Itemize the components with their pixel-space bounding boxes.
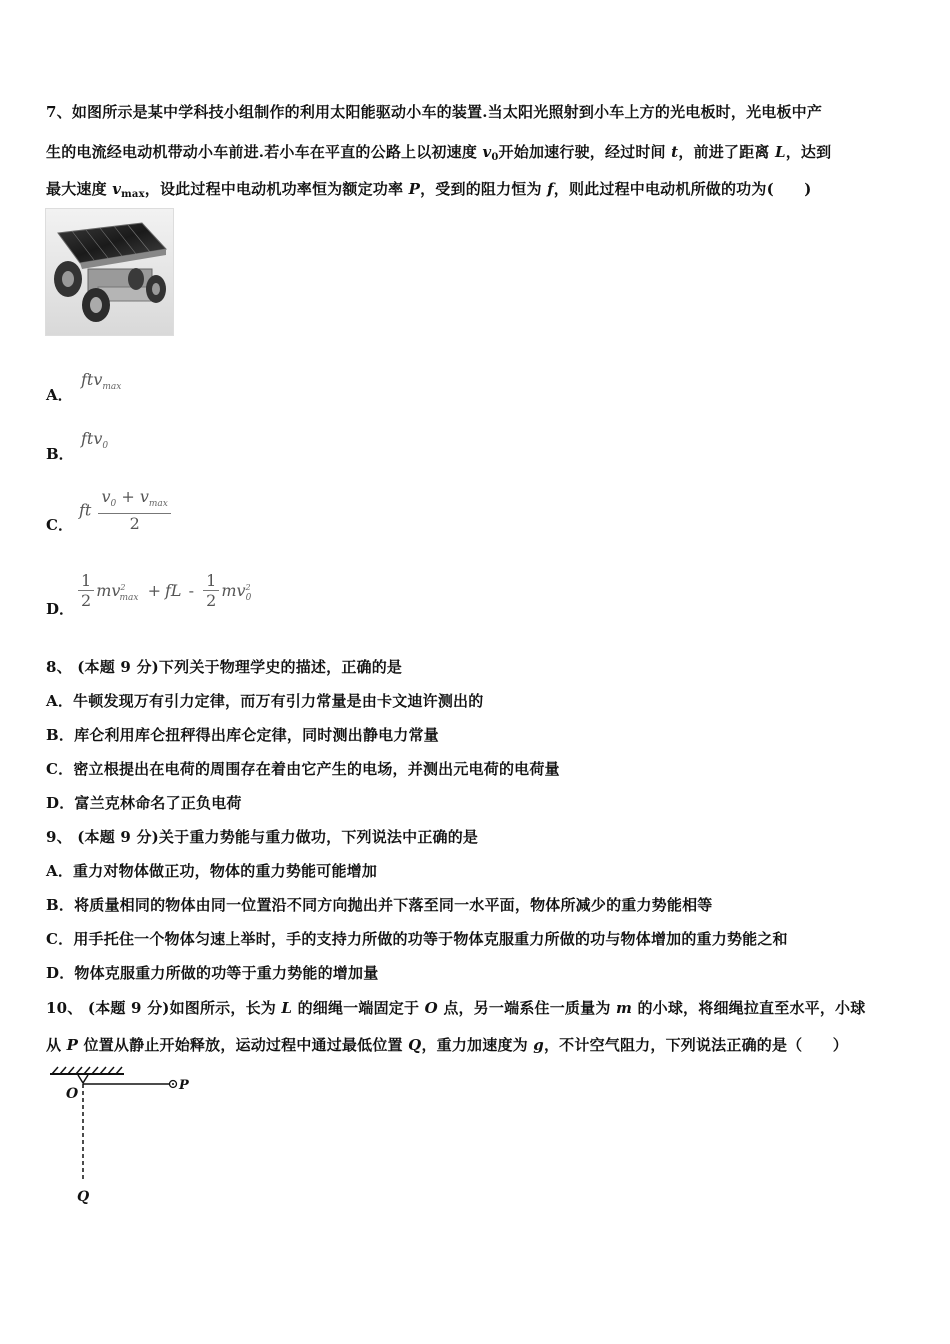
q7-option-b-formula: ftv$_0$ xyxy=(81,429,109,451)
q9-option-c: C．用手托住一个物体匀速上举时，手的支持力所做的功等于物体克服重力所做的功与物体增加的重力势能之和 xyxy=(46,930,788,948)
q10-stem-line1: 10、 (本题 9 分)如图所示，长为 L 的细绳一端固定于 O 点，另一端系住一质量为 m 的小球，将细绳拉直至水平，小球 xyxy=(46,999,866,1017)
q8-option-d: D．富兰克林命名了正负电荷 xyxy=(46,794,242,812)
q7-option-a-formula: ftv$_{max}$ xyxy=(81,370,122,392)
q7-option-d-formula: $\frac{1}{2}$ $mv^2_{max}$ + fL - $\frac{1}{2}$ $mv^2_0$ xyxy=(76,572,251,611)
q9-option-b: B．将质量相同的物体由同一位置沿不同方向抛出并下落至同一水平面，物体所减少的重力势能相等 xyxy=(46,896,713,914)
q7-option-a-label: A． xyxy=(46,386,73,404)
solar-car-image xyxy=(45,208,174,336)
q10-stem-line2: 从 P 位置从静止开始释放，运动过程中通过最低位置 Q，重力加速度为 g，不计空气阻力，下列说法正确的是（ ） xyxy=(46,1036,848,1054)
pendulum-diagram xyxy=(44,1064,204,1214)
pendulum-label-p: P xyxy=(179,1078,189,1093)
pendulum-label-o: O xyxy=(66,1086,79,1102)
q8-option-a: A．牛顿发现万有引力定律，而万有引力常量是由卡文迪许测出的 xyxy=(46,692,484,710)
q7-option-b-label: B． xyxy=(46,445,74,463)
q8-option-b: B．库仑利用库仑扭秤得出库仑定律，同时测出静电力常量 xyxy=(46,726,439,744)
q7-stem-line1: 7、如图所示是某中学科技小组制作的利用太阳能驱动小车的装置.当太阳光照射到小车上方的光电板时，光电板中产 xyxy=(46,103,823,121)
q7-stem-line2: 生的电流经电动机带动小车前进.若小车在平直的公路上以初速度 $v_0$开始加速行驶，经过时间 t，前进了距离 L，达到 xyxy=(46,143,832,163)
q7-stem-line3: 最大速度 $v_{max}$，设此过程中电动机功率恒为额定功率 P，受到的阻力恒为 f，则此过程中电动机所做的功为( ) xyxy=(46,180,812,200)
q9-option-a: A．重力对物体做正功，物体的重力势能可能增加 xyxy=(46,862,378,880)
q7-option-c-label: C． xyxy=(46,516,73,534)
pendulum-label-q: Q xyxy=(77,1189,90,1205)
q7-option-d-label: D． xyxy=(46,600,75,618)
q9-stem: 9、 (本题 9 分)关于重力势能与重力做功，下列说法中正确的是 xyxy=(46,828,479,846)
q7-option-c-formula: ft $\frac{v_0 + v_{max}}{2}$ xyxy=(79,488,173,534)
q8-stem: 8、 (本题 9 分)下列关于物理学史的描述，正确的是 xyxy=(46,658,403,676)
q8-option-c: C．密立根提出在电荷的周围存在着由它产生的电场，并测出元电荷的电荷量 xyxy=(46,760,560,778)
q9-option-d: D．物体克服重力所做的功等于重力势能的增加量 xyxy=(46,964,379,982)
